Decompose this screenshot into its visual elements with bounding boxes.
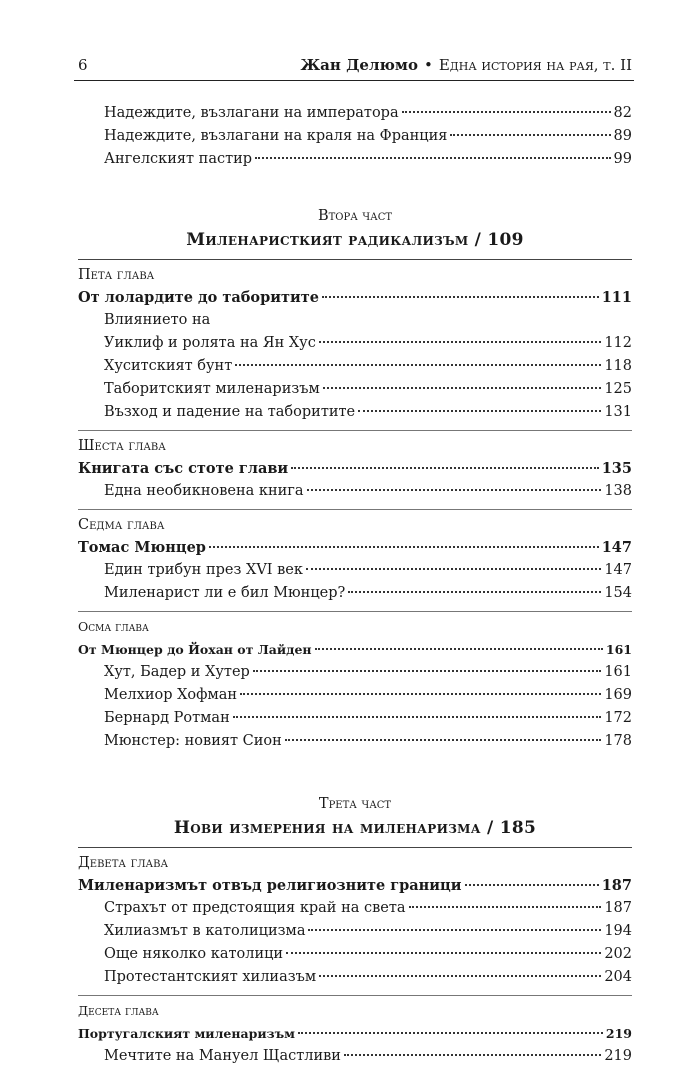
dot-leader <box>286 952 601 954</box>
entry-label: Страхът от предстоящия край на света <box>104 900 406 916</box>
entry-label: Хуситският бунт <box>104 358 233 374</box>
part-label: Втора част <box>317 208 393 224</box>
toc-entry <box>78 966 632 989</box>
part-label: Трета част <box>318 796 392 812</box>
dot-leader <box>348 591 601 593</box>
running-title <box>300 56 632 74</box>
chapter-label: Десета глава <box>78 1003 159 1018</box>
toc-entry <box>78 897 632 920</box>
part-rule <box>78 847 632 848</box>
entry-label: Една необикновена книга <box>104 483 304 499</box>
toc-entry <box>78 920 632 943</box>
chapter-separator <box>78 611 632 612</box>
page-number: 6 <box>78 56 88 74</box>
toc-entry <box>78 1045 632 1068</box>
dot-leader <box>253 670 602 672</box>
dot-leader <box>255 157 610 159</box>
entry-label: Бернард Ротман <box>104 710 230 726</box>
book-title: Една история на рая, т. II <box>438 56 632 74</box>
entry-page: 82 <box>613 105 632 121</box>
entry-page: 147 <box>604 562 632 578</box>
dot-leader <box>323 387 602 389</box>
chapter-separator <box>78 509 632 510</box>
chapter-title-entry <box>78 457 632 480</box>
author-name: Жан Делюмо <box>300 56 418 74</box>
entry-label: Надеждите, възлагани на императора <box>104 105 399 121</box>
entry-label: Португалският миленаризъм <box>78 1026 296 1041</box>
toc-entry <box>78 332 632 355</box>
entry-page: 161 <box>604 664 632 680</box>
toc-entry <box>78 943 632 966</box>
entry-page: 187 <box>601 877 632 894</box>
chapter-title-entry <box>78 638 632 661</box>
entry-label: Един трибун през XVI век <box>104 562 303 578</box>
toc-entry <box>78 480 632 503</box>
dot-leader <box>358 410 601 412</box>
entry-page: 194 <box>604 923 632 939</box>
entry-page: 178 <box>604 733 632 749</box>
toc-entry <box>78 148 632 171</box>
entry-label: Книгата със стоте глави <box>78 460 289 477</box>
entry-label: Миленарист ли е бил Мюнцер? <box>104 585 346 601</box>
bullet-separator: • <box>423 56 433 74</box>
chapter-title-entry <box>78 536 632 559</box>
entry-page: 202 <box>604 946 632 962</box>
entry-page: 89 <box>613 128 632 144</box>
dot-leader <box>450 134 610 136</box>
entry-label: Мечтите на Мануел Щастливи <box>104 1048 341 1064</box>
dot-leader <box>240 693 601 695</box>
dot-leader <box>291 467 599 469</box>
entry-page: 187 <box>604 900 632 916</box>
chapter-title-entry <box>78 874 632 897</box>
toc-entry <box>78 684 632 707</box>
dot-leader <box>298 1032 603 1034</box>
dot-leader <box>315 648 603 650</box>
chapter-label: Седма глава <box>78 517 165 533</box>
toc-entry <box>78 355 632 378</box>
entry-page: 138 <box>604 483 632 499</box>
dot-leader <box>465 884 599 886</box>
toc-entry <box>78 125 632 148</box>
entry-page: 169 <box>604 687 632 703</box>
toc-entry <box>78 378 632 401</box>
dot-leader <box>209 546 599 548</box>
entry-page: 112 <box>604 335 632 351</box>
dot-leader <box>308 929 601 931</box>
entry-page: 111 <box>601 289 632 306</box>
chapter-label: Девета глава <box>78 855 169 871</box>
chapter-title-entry <box>78 1022 632 1045</box>
entry-label: Мелхиор Хофман <box>104 687 238 703</box>
toc-entry <box>78 582 632 605</box>
table-of-contents <box>78 102 632 1068</box>
entry-label: Протестантският хилиазъм <box>104 969 317 985</box>
chapter-label: Осма глава <box>78 619 149 634</box>
part-title: Миленаристкият радикализъм / 109 <box>186 230 524 250</box>
entry-label: Миленаризмът отвъд религиозните граници <box>78 877 462 894</box>
entry-page: 219 <box>605 1026 632 1041</box>
dot-leader <box>322 296 599 298</box>
entry-page: 161 <box>605 642 632 657</box>
entry-page: 131 <box>604 404 632 420</box>
dot-leader <box>409 906 602 908</box>
entry-label: Таборитският миленаризъм <box>104 381 320 397</box>
entry-label: Хут, Бадер и Хутер <box>104 664 250 680</box>
entry-page: 147 <box>601 539 632 556</box>
toc-entry <box>78 661 632 684</box>
dot-leader <box>402 111 611 113</box>
dot-leader <box>319 975 601 977</box>
entry-page: 154 <box>604 585 632 601</box>
dot-leader <box>307 489 602 491</box>
toc-entry <box>78 102 632 125</box>
chapter-separator <box>78 430 632 431</box>
entry-label: Уиклиф и ролята на Ян Хус <box>104 335 316 351</box>
entry-page: 204 <box>604 969 632 985</box>
toc-entry <box>78 401 632 424</box>
chapter-label: Пета глава <box>78 267 155 283</box>
dot-leader <box>235 364 601 366</box>
part-rule <box>78 259 632 260</box>
toc-entry <box>78 730 632 753</box>
dot-leader <box>233 716 602 718</box>
part-title: Нови измерения на миленаризма / 185 <box>173 818 537 838</box>
entry-label: Ангелският пастир <box>104 151 253 167</box>
dot-leader <box>319 341 601 343</box>
entry-page: 172 <box>604 710 632 726</box>
running-header <box>78 56 632 74</box>
entry-label: Възход и падение на таборитите <box>104 404 356 420</box>
entry-label: От Мюнцер до Йохан от Лайден <box>78 642 312 657</box>
dot-leader <box>285 739 602 741</box>
entry-label: Надеждите, възлагани на краля на Франция <box>104 128 448 144</box>
entry-label: Хилиазмът в католицизма <box>104 923 306 939</box>
entry-page: 125 <box>604 381 632 397</box>
toc-entry <box>78 707 632 730</box>
dot-leader <box>306 568 601 570</box>
entry-page: 99 <box>613 151 632 167</box>
toc-entry <box>78 559 632 582</box>
chapter-separator <box>78 995 632 996</box>
entry-page: 219 <box>604 1048 632 1064</box>
entry-page: 118 <box>604 358 632 374</box>
entry-label: Още няколко католици <box>104 946 284 962</box>
entry-page: 135 <box>601 460 632 477</box>
dot-leader <box>344 1054 601 1056</box>
entry-label: Мюнстер: новият Сион <box>104 733 282 749</box>
chapter-title-entry <box>78 286 632 309</box>
header-rule <box>74 80 634 81</box>
entry-label-line: Влиянието на <box>104 312 211 328</box>
chapter-label: Шеста глава <box>78 438 166 454</box>
entry-label: От лолардите до таборитите <box>78 289 319 306</box>
entry-label: Томас Мюнцер <box>78 539 206 556</box>
